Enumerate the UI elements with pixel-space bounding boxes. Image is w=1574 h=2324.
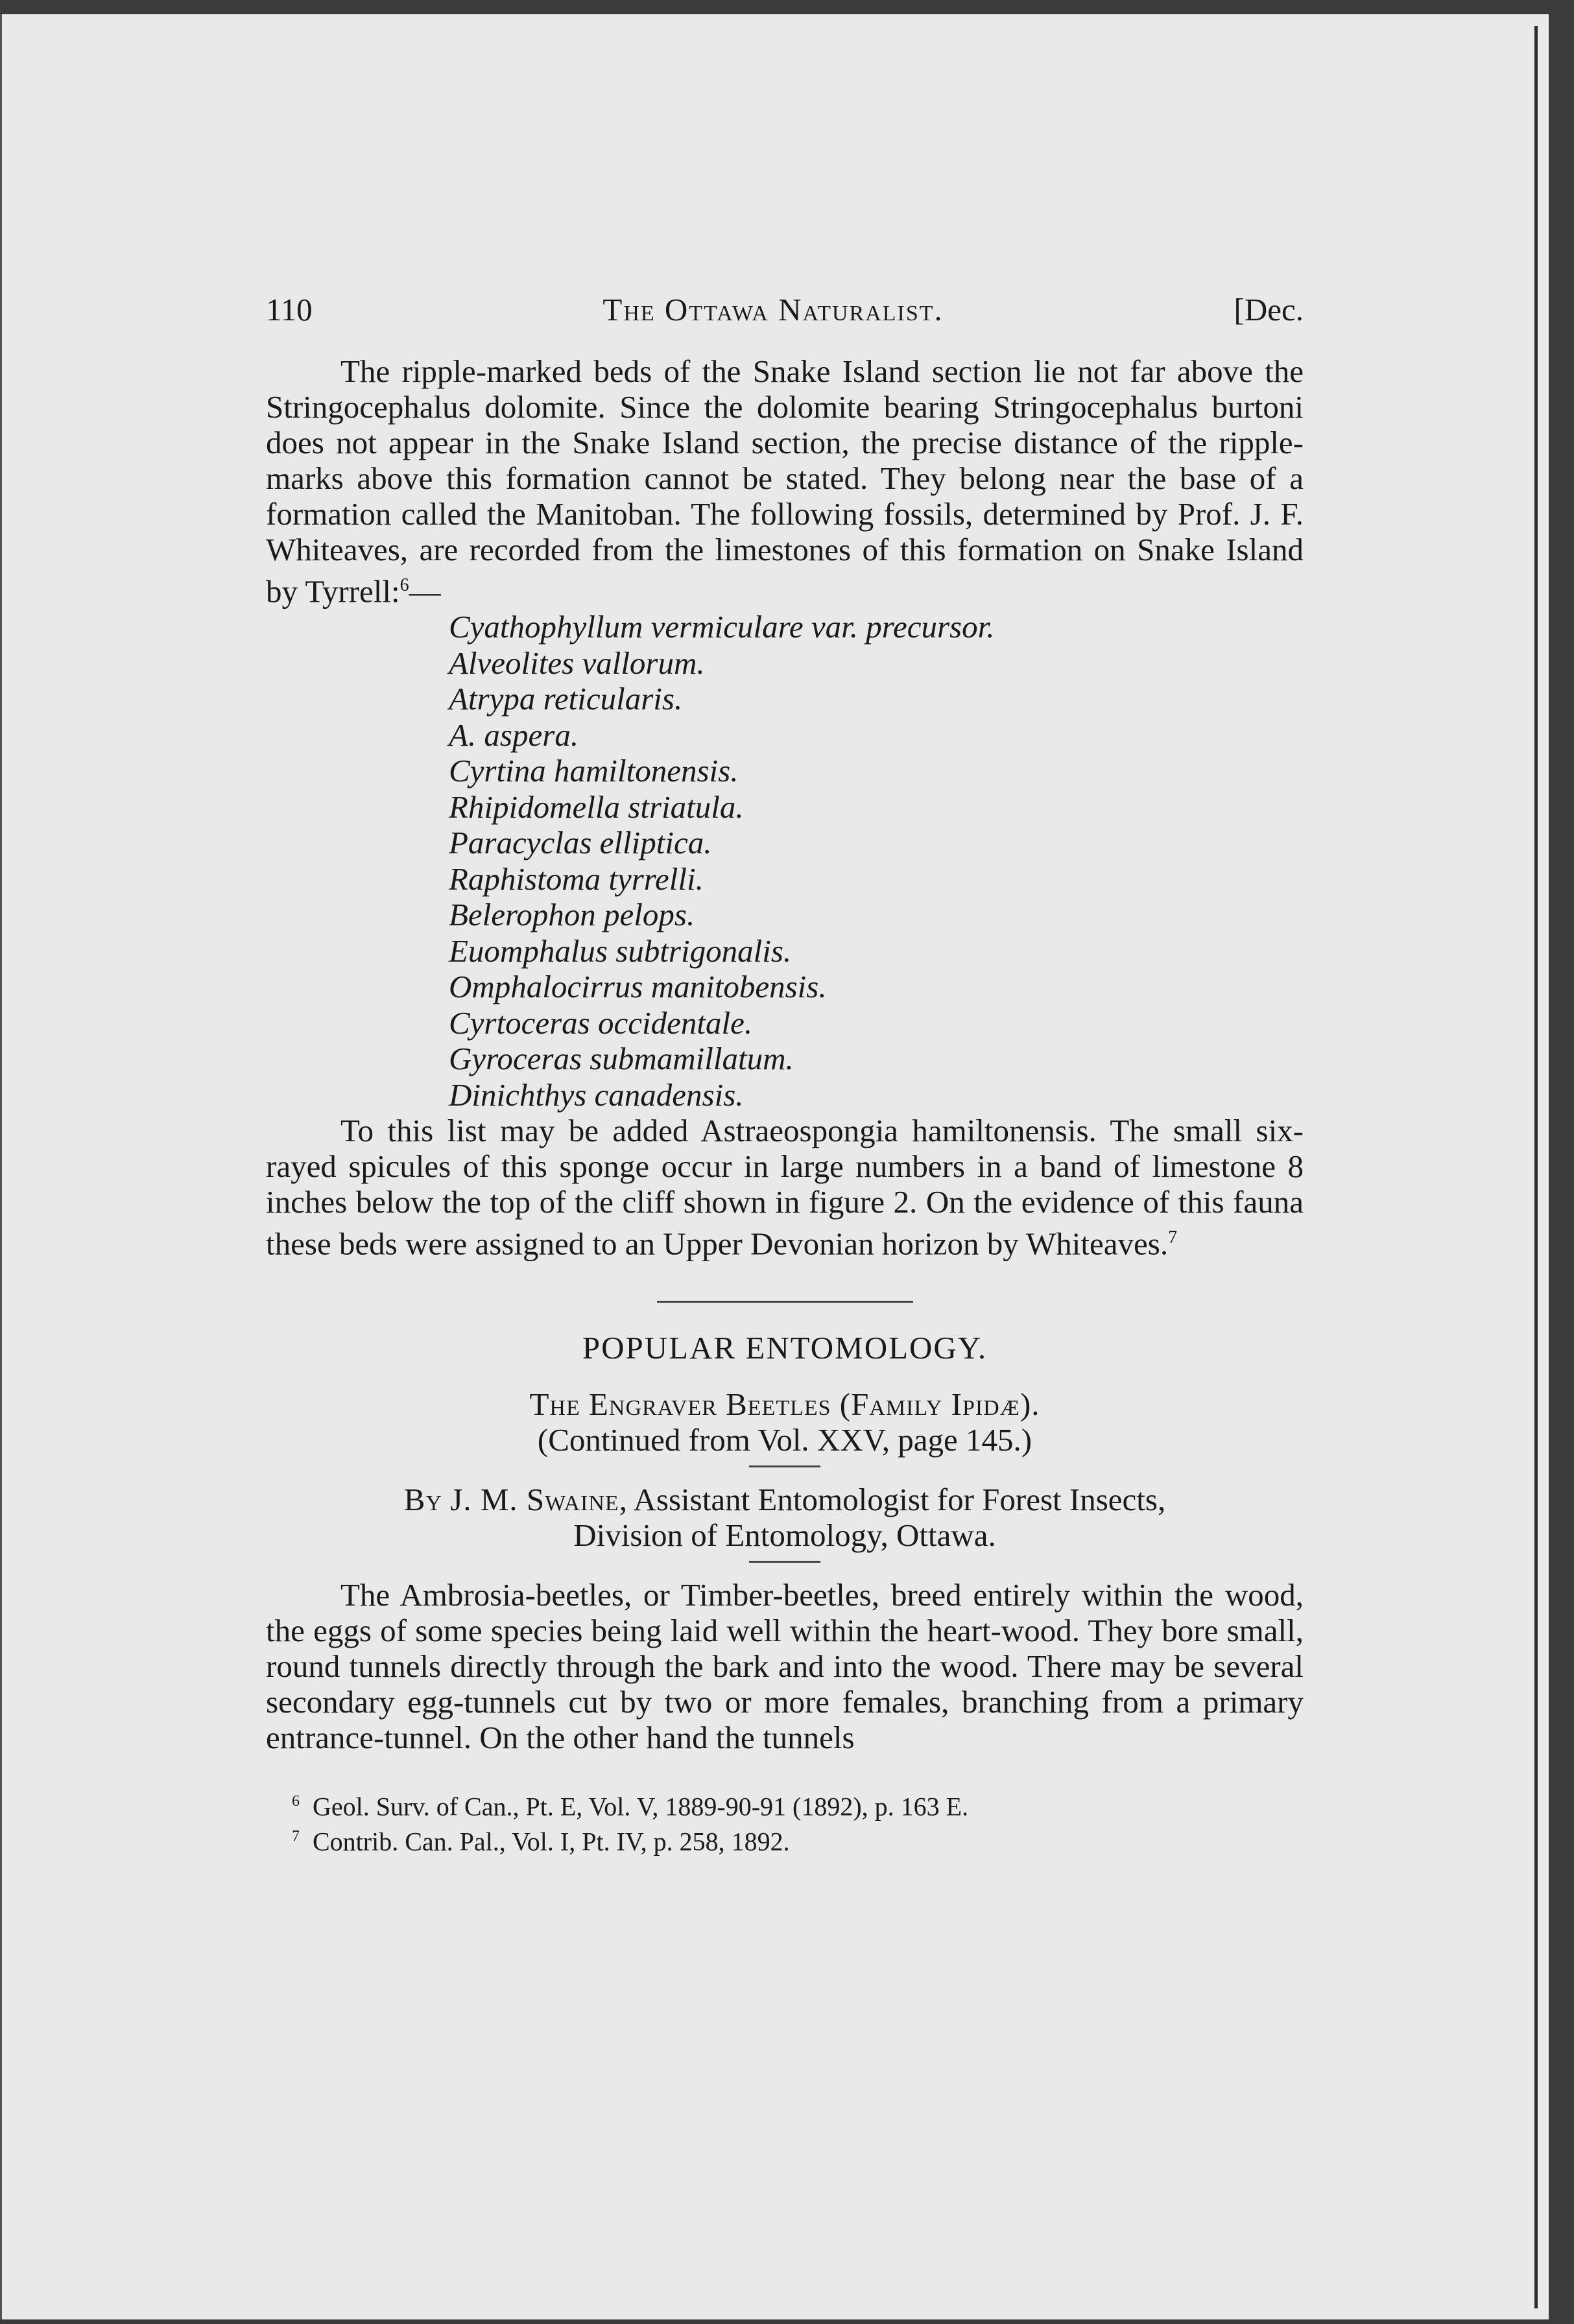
subtitle-divider (749, 1465, 820, 1467)
page-content (266, 292, 1304, 1856)
species-item: Cyrtoceras occidentale. (449, 1004, 753, 1041)
byline-divider (749, 1561, 820, 1563)
byline-prefix: By (403, 1481, 443, 1517)
species-item: Raphistoma tyrrelli. (449, 860, 704, 897)
author-affiliation: Division of Entomology, Ottawa. (573, 1517, 996, 1553)
footnote-ref: 6 (399, 575, 409, 595)
footnote-ref: 7 (1168, 1227, 1178, 1248)
page-edge (1534, 26, 1538, 2308)
species-item: Euomphalus subtrigonalis. (449, 932, 792, 969)
section-divider (657, 1301, 913, 1303)
byline (266, 1482, 1304, 1517)
paragraph-text: The ripple-marked beds of the Snake Island section lie not far above the Stringocephalus dolomite. Since the dolomite bearing Stringocephalus burtoni does not appear in the Snake Island section, the precise distance of the ripple-marks above this formation cannot be stated. They belong near the base of a formation called the Manitoban. The following fossils, determined by Prof. J. F. Whiteaves, are recorded from the limestones of this formation on Snake Island by Tyrrell: (266, 353, 1304, 610)
article-subtitle: The Engraver Beetles (Family Ipidæ). (529, 1386, 1040, 1422)
species-item: Cyathophyllum vermiculare var. precursor. (449, 609, 995, 645)
footnote-text: Contrib. Can. Pal., Vol. I, Pt. IV, p. 258, 1892. (313, 1827, 790, 1856)
footnote (292, 1786, 1304, 1821)
page-number: 110 (266, 292, 313, 327)
paragraph-dash: — (409, 573, 441, 610)
footnote-mark: 7 (292, 1827, 300, 1845)
footnote (292, 1821, 1304, 1856)
footnote-text: Geol. Surv. of Can., Pt. E, Vol. V, 1889-90-91 (1892), p. 163 E. (313, 1791, 969, 1821)
paragraph-sponge (266, 1113, 1304, 1261)
journal-title: The Ottawa Naturalist. (602, 292, 944, 327)
paragraph-text: To this list may be added Astraeospongia hamiltonensis. The small six-rayed spicules of this sponge occur in large numbers in a band of limestone 8 inches below the top of the cliff shown in figure 2. On the evidence of this fauna these beds were assigned to an Upper Devonian horizon by Whiteaves. (266, 1113, 1304, 1262)
species-item: Atrypa reticularis. (449, 681, 683, 717)
author-title: , Assistant Entomologist for Forest Insects, (619, 1481, 1166, 1517)
paragraph-ambrosia-beetles: The Ambrosia-beetles, or Timber-beetles, breed entirely within the wood, the eggs of some species being laid well within the heart-wood. They bore small, round tunnels directly through the bark and into the wood. There may be several secondary egg-tunnels cut by two or more females, branching from a primary entrance-tunnel. On the other hand the tunnels (266, 1576, 1304, 1755)
species-item: Paracyclas elliptica. (449, 825, 712, 861)
footnotes (266, 1786, 1304, 1857)
issue-month: [Dec. (1234, 292, 1304, 327)
species-item: Dinichthys canadensis. (449, 1076, 744, 1113)
paragraph-ripple-beds (266, 353, 1304, 609)
species-item: A. aspera. (449, 717, 579, 753)
species-item: Gyroceras submamillatum. (449, 1041, 794, 1077)
fossil-species-list (449, 609, 1304, 1113)
continued-note: (Continued from Vol. XXV, page 145.) (537, 1421, 1032, 1458)
species-item: Cyrtina hamiltonensis. (449, 753, 739, 789)
running-header (266, 292, 1304, 327)
section-title: POPULAR ENTOMOLOGY. (582, 1329, 988, 1366)
author-name: J. M. Swaine (450, 1481, 619, 1517)
species-item: Alveolites vallorum. (449, 645, 705, 681)
species-item: Belerophon pelops. (449, 897, 695, 933)
species-item: Omphalocirrus manitobensis. (449, 969, 827, 1005)
footnote-mark: 6 (292, 1792, 300, 1810)
species-item: Rhipidomella striatula. (449, 788, 744, 825)
